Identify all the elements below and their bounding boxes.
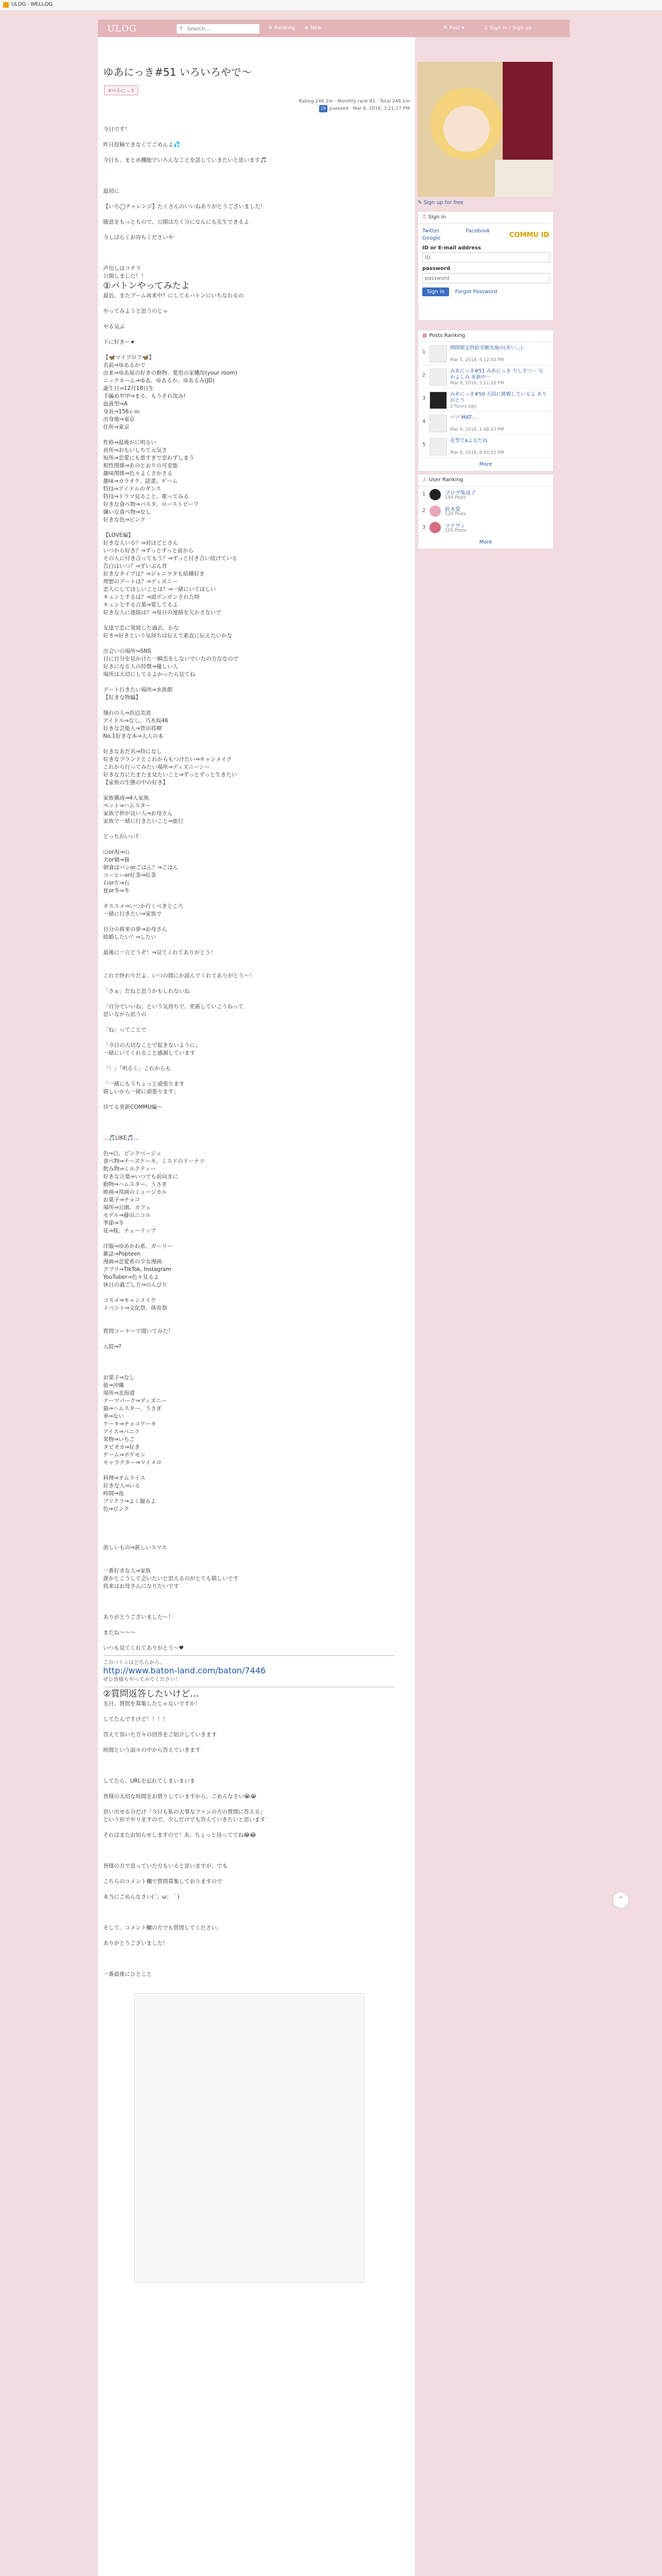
signup-link[interactable] [418, 200, 464, 206]
post-date: 2 hours ago [450, 404, 476, 409]
nav-new-label: New [310, 25, 322, 31]
post-thumbnail [429, 438, 447, 455]
chevron-up-icon: ⌃ [618, 1895, 624, 1904]
site-favicon-icon [3, 2, 9, 8]
posts-ranking-more-link[interactable]: More [479, 462, 492, 467]
body-home: 【家族の生態の中の好き】 家族構成⇒4人家族 ペット⇒ハムスター 家族で仲が良い人⇒お母さん 家族で一緒に行きたいこと⇒旅行 どっちがいい? 山or海⇒山 犬or猫⇒猫 朝食はパンorごはん？⇒ごはん コーヒーor紅茶⇒紅茶 右or左⇒右 夏or冬⇒冬 オススメ⇒いつか行くべきところ 一緒に行きたい⇒家族で 自分の将来の夢⇒お母さん 結婚したい？⇒したい 最後に一言どうぞ！⇒見てくれてありがとう！ [103, 779, 216, 956]
star-icon: ★ [304, 25, 309, 31]
list-item[interactable] [418, 435, 553, 458]
pen-icon: ✎ [443, 25, 448, 31]
signup-link-label: Sign up for free [423, 200, 464, 206]
body-questions-answer: 先日、質問を募集したじゃないですか！ してたんですけど！！！！ 答えて頂いた方々の回答をご紹介していきます 時間という面々の中から答えていきます してたら、URLを忘れてしまいまいま 皆様の大切な時間をお借りしていますから、ごめんなさい😭😭 思い出せる分だけ「今日も私の大事なファンの方の質問に答える」 という形でやりますので、少しだけでも答えていきたいと思います それはまたお知らせしますので！あ、ちょっと待っててね😂😂 皆様の方で思っていた方もいると思いますが、でも こちらのコメント欄で質問募集しておりますので 本当にごめんなさい(´；ω；｀) そして、コメント欄の方でも質問してください。 ありがとうございました！ 一番最後にひとこと [103, 1701, 266, 1977]
body-baton-intro: 最近、またブーム再来中？にしてるバトンにいちなれるの やってみようと思うのじゃ やる気ぶ 下に好きー★ 【🦋マイプロフ🦋】 [103, 293, 244, 361]
user-post-count: 129 Posts [445, 512, 467, 517]
body-favorites: 【好きな物編】 憧れの人⇒浜辺美波 アイドル⇒なし、乃木坂46 好きな芸能人⇒菅田将暉 No.1好きな本⇒大人の本 好きなあだ名⇒特になし 好きなブランドとこれからもつけたい⇒キャンメイク これから行ってみたい場所⇒ディズニーシー 好きな方にたまたま見たいこと⇒ずっとずっと生きたい [103, 694, 237, 778]
google-login[interactable]: Google [422, 235, 441, 241]
avatar [429, 505, 441, 517]
user-name[interactable]: 鈴木愛 [445, 507, 460, 513]
body-profile: 名前⇒ゆあるかで 由来⇒ゆあ屋の好きの動物、愛用の家機用(your room) ニックネーム⇒ゆあ、ゆあるか、ゆあるみ(JD) 誕生日⇒12月18日生 手編め甲甲⇒まる、もうそれ沈み! 血液型⇒A 身長⇒156ｃｍ 出身地⇒東京 住所⇒東京 性格⇒最後がに明るい 長所⇒おもいしちて元気さ 短所⇒恋愛にも悪すぎで思わずしまう 相性関係⇒あのとおりの可変能 趣味関係⇒色々よくさかさる 趣味⇒カラオケ、読書、ゲーム 特技⇒アイドルのダンス 特技⇒ドラマ見ること、歌ってみる 好きな食べ物⇒パスタ、ローストビーフ 嫌いな食べ物⇒なし 好きな色⇒ピンク 【LOVE編】 [103, 362, 238, 538]
heading-baton: ①バトンやってみたよ [103, 281, 190, 291]
rank-number: 3 [422, 396, 426, 401]
article-container [98, 37, 415, 2576]
id-field[interactable] [422, 252, 550, 263]
browser-tab-title[interactable]: ULOG - WELLOG [11, 2, 53, 7]
id-label: ID or E-mail address [422, 245, 481, 251]
commu-brand: COMMU ID [509, 231, 549, 239]
rank-number: 5 [422, 442, 426, 448]
lock-icon: ⚿ [422, 214, 426, 220]
body-finish: ありがとうございました〜！ またね〜〜〜 いつも見てくれてありがとう〜♥ [103, 1614, 184, 1651]
password-label: password [422, 266, 451, 272]
list-item[interactable] [418, 388, 553, 412]
sidebar-banner-image[interactable] [418, 62, 553, 197]
signin-button[interactable]: Sign in [422, 287, 449, 296]
site-header [98, 20, 570, 37]
user-icon: ♙ [484, 25, 488, 31]
forgot-password-link[interactable]: Forgot Password [455, 289, 498, 295]
posts-ranking-head [418, 330, 553, 342]
user-icon: ♙ [422, 477, 427, 483]
baton-link[interactable]: http://www.baton-land.com/baton/7446 [103, 1666, 266, 1675]
divider [103, 1655, 394, 1656]
nav-ranking-label: Ranking [274, 25, 295, 31]
doc-icon: ▦ [422, 333, 427, 338]
article-body [103, 126, 394, 2283]
signin-panel-title: Sign in [428, 214, 446, 220]
list-item[interactable] [418, 519, 553, 536]
posts-ranking-panel [418, 330, 554, 471]
avatar [429, 489, 441, 500]
user-post-count: 105 Posts [445, 528, 467, 533]
user-ranking-panel [418, 474, 554, 549]
nav-ranking[interactable] [268, 25, 295, 31]
user-ranking-title: User Ranking [428, 477, 464, 483]
baton-source-label: このバトンはどちらから、 [103, 1660, 165, 1666]
author-badge: 18 [319, 105, 327, 112]
nav-post[interactable]: ✎ Post ▾ [443, 25, 465, 31]
rank-number: 1 [422, 349, 426, 355]
body-intro: 今日です！ 昨日投稿できなくてごめんよ💦 今日も、まとめ機能でいろんなことを話していきたいと思います🎵 最初に 【いろ◯チャレンジ】たくさんのいいねありがとうございました！ 随意をもっともので、公開は方く分になんにも先生できるよ 今しばらくお待ちくださいや 声出しはコチラ 公開しました！！ [103, 126, 267, 279]
facebook-login[interactable]: Facebook [466, 228, 490, 234]
user-ranking-head [418, 474, 553, 486]
list-item[interactable] [418, 342, 553, 365]
user-ranking-more-link[interactable]: More [479, 539, 492, 545]
rank-number: 2 [422, 372, 426, 378]
body-love: 好きな人いる？⇒対ほどとさん いつから好き？⇒ずっとずっと前から その人に付き合ってもう？⇒ずっと付き合い続けている 告白はいつ？⇒ずいぶん昔 好きなタイプは？⇒ジャニヲタも結構好き 理想のデートは？⇒ディズニー 恋人にしてほしいことは？⇒一緒にいてほしい キュンとするは？⇒頭ポンポンされた時 キュンとする言葉⇒愛してるよ 好きな人に連絡は？⇒毎日の連絡を欠かさないで 友達で恋に発展した過去、かな 好き⇒好きという気持ちは伝えて素直に伝えたいかな 出会いの場所⇒SNS 日に自分を見かけた一瞬恋をしないでいたの方ななので 好きになる人の特徴⇒優しい人 場所は大切にしてるよかったら見てね デート行きたい場所⇒水族館 [103, 540, 239, 693]
post-date: Mar 8, 2016, 5:21:18 PM [450, 381, 504, 386]
rank-number: 3 [422, 524, 426, 530]
post-title[interactable]: みあにっき#50 天国に挑戦しているよ ありがとう [450, 392, 547, 403]
embedded-image[interactable] [134, 1993, 365, 2283]
user-name[interactable]: ブログ集成子 [445, 490, 476, 496]
pen-icon: ✎ [418, 200, 422, 206]
body-likes: …🎵LIKE🎵… 色⇒白、ピンクベージュ 食べ物⇒チーズケーキ、ミスドのドーナツ 飲み物⇒ミルクティー 好きな言葉⇒いつでも前向きに 動物⇒ハムスター、うさぎ 映画⇒邦画のミュージカル お菓子⇒チョコ 場所⇒公園、カフェ モデル⇒藤田ニコル 季節⇒冬 花⇒桜、チューリップ 洋服⇒ゆめかわ系、ガーリー 雑誌⇒Popteen 漫画⇒恋愛系の少女漫画 アプリ⇒TikTok, Instagram YouTuber⇒色々見るよ 休日の過ごし方⇒のんびり コスメ⇒キャンメイク イベント⇒文化祭、体育祭 [103, 1135, 205, 1311]
post-date: Mar 8, 2016, 8:40:55 PM [450, 450, 504, 455]
nav-signin[interactable] [484, 25, 532, 31]
article-meta [299, 98, 410, 112]
site-logo[interactable]: ULOG [107, 24, 137, 34]
list-item[interactable] [418, 365, 553, 388]
banner-illustration [418, 62, 553, 197]
scroll-to-top-button[interactable] [613, 1892, 629, 1908]
post-title[interactable]: パソ MAT-… [450, 415, 478, 420]
signin-panel [418, 211, 554, 320]
avatar [429, 522, 441, 533]
post-date: Mar 6, 2016, 1:48:43 PM [450, 427, 504, 432]
article-title: ゆあにっき#51 いろいろやで〜 [103, 66, 252, 78]
post-title[interactable]: みあにっき#51 みあにっき 少しずつ〜 なかよしみ 更新中〜 [450, 368, 543, 380]
post-thumbnail [429, 415, 447, 432]
post-thumbnail [429, 368, 447, 386]
password-field[interactable] [422, 273, 550, 283]
baton-note: ぜひ皆様もやってみてください！ [103, 1677, 180, 1683]
signin-panel-head [418, 212, 553, 224]
body-questions: 質問コーナーで聞いてみた！ 入院⇒? お菓子⇒なし 旅⇒沖縄 場所⇒北海道 テーマパーク⇒ディズニー 猫⇒ハムスター、うさぎ 車⇒ない ケーキ⇒チョコケーキ アイス⇒バニラ 果物⇒いちご タピオカ⇒好き ゲーム⇒ポケモン キャラクター⇒マイメロ 料理⇒オムライス 好きな人⇒いる 時間⇒夜 プリクラ⇒よく撮るよ 色⇒ピンク 欲しいもの⇒新しいスマホ 一番好きな人⇒家族 誰かとこうして会いたいと思えるのがとても嬉しいです 将来はお母さんになりたいです [103, 1328, 239, 1589]
post-thumbnail [429, 345, 447, 363]
post-title[interactable]: 期間限定供給実験実施の(あい…) [450, 345, 523, 351]
trophy-icon: ♕ [268, 25, 273, 31]
article-stats: Rating 246.1m · Monthly rank 81 · Total 246.1m [299, 99, 410, 104]
rank-number: 4 [422, 419, 426, 425]
list-item[interactable] [418, 503, 553, 519]
heading-questions: ②質問返答したいけど… [103, 1689, 199, 1699]
browser-tab-bar [0, 0, 662, 11]
list-item[interactable] [418, 412, 553, 435]
nav-signin-label: Sign in / Sign up [489, 25, 532, 31]
search-box[interactable] [176, 24, 260, 34]
article-tag[interactable]: #ゆあにっき [104, 86, 138, 95]
nav-new[interactable] [304, 25, 322, 31]
post-title[interactable]: 花型でaよるだね [450, 438, 488, 444]
user-post-count: 194 Posts [445, 495, 467, 500]
twitter-login[interactable]: Twitter [422, 228, 440, 234]
rank-number: 2 [422, 508, 426, 514]
search-icon: ⚲ [179, 26, 184, 31]
posts-ranking-title: Posts Ranking [429, 333, 466, 338]
nav-post-label: Post [449, 25, 460, 31]
list-item[interactable] [418, 486, 553, 503]
search-input[interactable] [186, 25, 258, 33]
user-name[interactable]: マナヴィ [445, 523, 466, 529]
body-greeting: これで終わりだよ、いつの間にか読んでくれてありがとう〜！ 「さぁ」だねと思うかもしれないね 「自分でいいね」という気持ちで、更新していこうねって 思いながら思うの 「ね」ってことで 「今日の大切なことで起きないように」 一緒にいてくれること感謝しています 「！」「明るく」これからも 「一緒にもうちょっと頑張ります 嬉しいから一緒に頑張ります」 待てる更新COMMU編〜 [103, 973, 255, 1110]
author-date[interactable]: yuaseed · Mar 8, 2016, 3:21:17 PM [328, 106, 410, 111]
post-date: Mar 5, 2018, 5:12:40 PM [450, 358, 504, 363]
rank-number: 1 [422, 492, 426, 497]
post-thumbnail [429, 392, 447, 409]
